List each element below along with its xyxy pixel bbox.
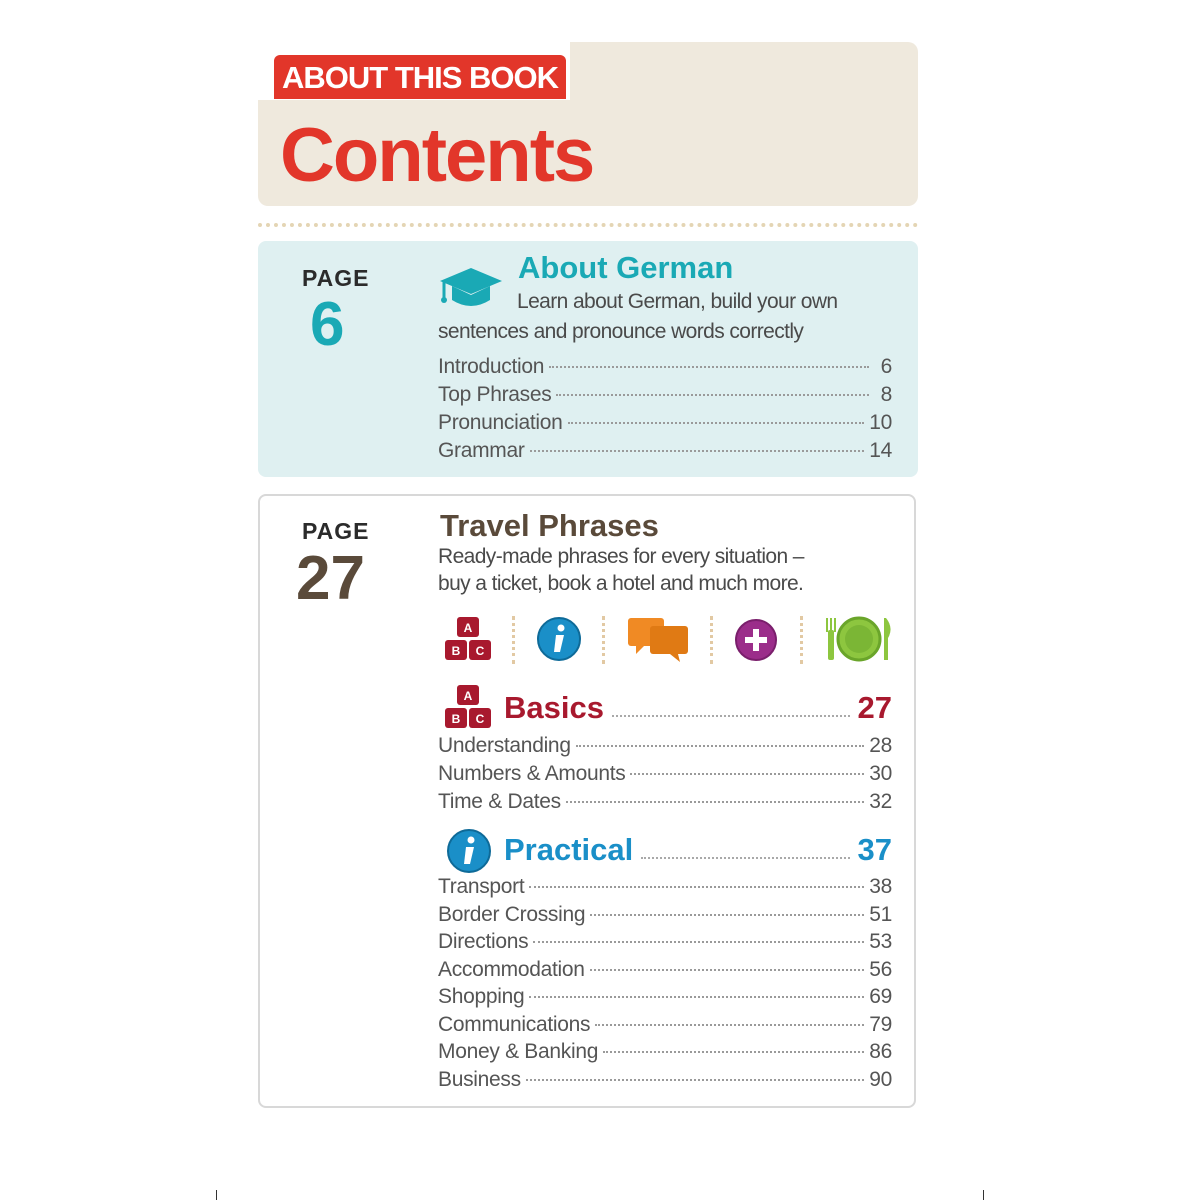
practical-heading[interactable]: Practical 37 — [504, 832, 892, 867]
toc-list — [438, 875, 892, 1095]
info-icon[interactable] — [536, 616, 582, 662]
page-number: 6 — [310, 290, 345, 359]
svg-text:B: B — [451, 644, 461, 658]
svg-text:C: C — [475, 644, 485, 658]
svg-text:C: C — [475, 712, 485, 726]
toc-entry[interactable]: Border Crossing 51 — [438, 902, 892, 926]
crop-mark — [216, 1190, 217, 1200]
abc-blocks-icon — [444, 684, 492, 730]
svg-text:B: B — [451, 712, 461, 726]
toc-entry[interactable]: Accommodation 56 — [438, 957, 892, 981]
svg-text:A: A — [463, 689, 473, 703]
section-title: Travel Phrases — [440, 508, 659, 543]
speech-bubbles-icon[interactable] — [626, 616, 690, 664]
section-description: Learn about German, build your own — [517, 290, 838, 313]
toc-entry[interactable]: Introduction 6 — [438, 355, 892, 378]
toc-entry[interactable]: Shopping 69 — [438, 985, 892, 1008]
toc-list — [438, 734, 892, 818]
divider — [258, 223, 918, 227]
plus-icon[interactable] — [734, 618, 778, 662]
toc-entry[interactable]: Time & Dates 32 — [438, 790, 892, 813]
toc-entry[interactable]: Numbers & Amounts 30 — [438, 762, 892, 785]
toc-entry[interactable]: Grammar 14 — [438, 439, 892, 462]
section-tag: ABOUT THIS BOOK — [274, 55, 566, 99]
toc-entry[interactable]: Money & Banking 86 — [438, 1040, 892, 1063]
page-label: PAGE — [302, 518, 370, 544]
toc-entry[interactable]: Top Phrases 8 — [438, 383, 892, 406]
section-title: About German — [518, 250, 734, 285]
section-description: buy a ticket, book a hotel and much more. — [438, 572, 804, 595]
category-icons — [440, 610, 900, 666]
toc-entry[interactable]: Business 90 — [438, 1067, 892, 1091]
toc-entry[interactable]: Understanding 28 — [438, 734, 892, 757]
section-description: sentences and pronounce words correctly — [438, 320, 804, 343]
info-icon — [446, 828, 492, 874]
plate-cutlery-icon[interactable] — [822, 614, 896, 664]
abc-blocks-icon[interactable] — [444, 616, 492, 662]
toc-entry[interactable]: Directions 53 — [438, 930, 892, 953]
crop-mark — [983, 1190, 984, 1200]
basics-heading[interactable]: Basics 27 — [504, 690, 892, 725]
page-label: PAGE — [302, 265, 370, 291]
toc-entry[interactable]: Communications 79 — [438, 1012, 892, 1036]
section-description: Ready-made phrases for every situation – — [438, 545, 804, 568]
graduation-cap-icon — [438, 264, 504, 312]
toc-entry[interactable]: Pronunciation 10 — [438, 411, 892, 434]
page-number: 27 — [296, 544, 365, 613]
toc-entry[interactable]: Transport 38 — [438, 875, 892, 898]
toc-list — [438, 355, 892, 467]
svg-text:A: A — [463, 621, 473, 635]
page-title: Contents — [280, 113, 594, 198]
